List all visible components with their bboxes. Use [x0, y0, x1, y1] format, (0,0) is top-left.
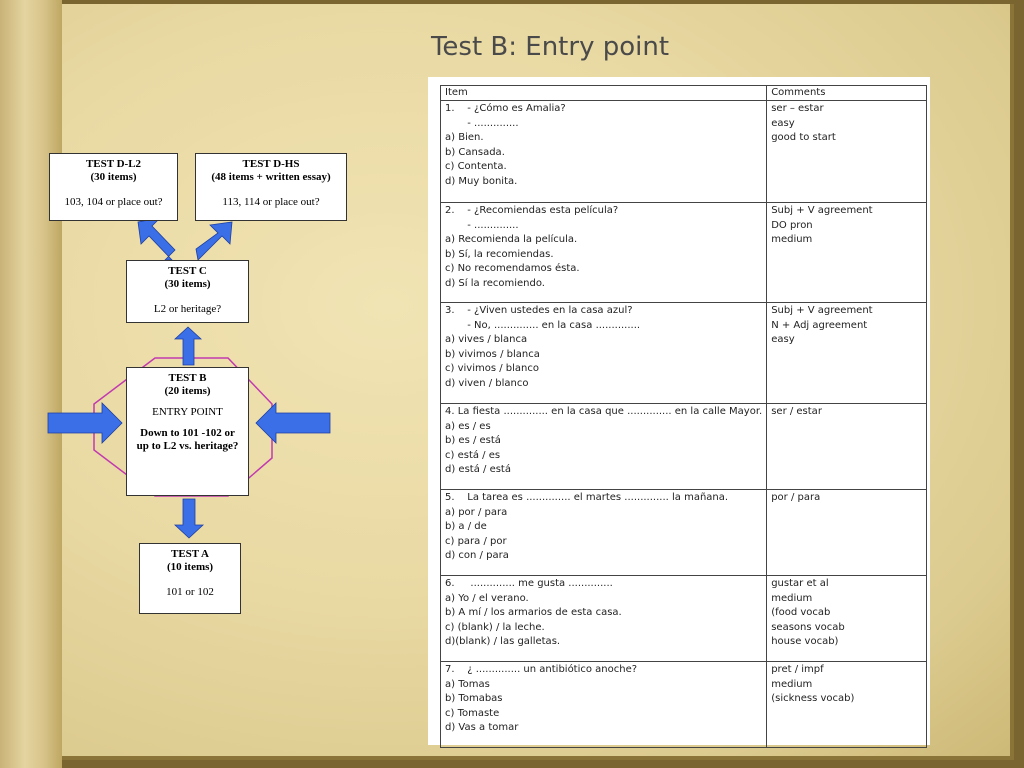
test-dl2-name: TEST D-L2 — [85, 158, 142, 170]
comment-line: Subj + V agreement — [771, 305, 873, 316]
table-row — [441, 303, 927, 404]
comment-line: easy — [771, 334, 795, 345]
table-row — [441, 576, 927, 662]
test-a-note: 101 or 102 — [166, 586, 214, 598]
comment-line: easy — [771, 117, 795, 129]
item-line: b) vivimos / blanca — [445, 348, 540, 360]
table-row — [441, 490, 927, 576]
item-line: d) Sí la recomiendo. — [445, 277, 545, 289]
comment-line: pret / impf — [771, 664, 824, 675]
item-line: 2. - ¿Recomiendas esta película? — [445, 205, 619, 216]
item-line: a) Recomienda la película. — [445, 234, 578, 245]
item-line: d) está / está — [445, 464, 511, 475]
item-line: 3. - ¿Viven ustedes en la casa azul? — [445, 305, 633, 316]
arrow-c-to-dhs — [196, 222, 232, 260]
header-item: Item — [441, 86, 767, 101]
item-line: d)(blank) / las galletas. — [445, 636, 561, 647]
cell-item — [441, 662, 767, 748]
item-line: 7. ¿ .............. un antibiótico anoche? — [445, 664, 638, 675]
cell-item — [441, 490, 767, 576]
item-line: a) Yo / el verano. — [445, 592, 529, 604]
test-a-name: TEST A — [170, 548, 210, 560]
arrow-left-into-b — [48, 403, 122, 443]
cell-item — [441, 404, 767, 490]
item-line: c) No recomendamos ésta. — [445, 263, 580, 274]
comment-line: Subj + V agreement — [771, 205, 873, 216]
item-line: a) es / es — [445, 420, 491, 432]
cell-item — [441, 576, 767, 662]
item-line: 6. .............. me gusta .............. — [445, 578, 613, 589]
item-line: - .............. — [445, 117, 519, 129]
test-b-items: (20 items) — [164, 385, 211, 397]
test-c-items: (30 items) — [164, 278, 211, 290]
table-body — [441, 101, 927, 748]
test-a-items: (10 items) — [166, 561, 214, 573]
item-line: d) Vas a tomar — [445, 722, 519, 733]
cell-comments — [767, 576, 927, 662]
item-line: - .............. — [445, 219, 519, 231]
comment-line: N + Adj agreement — [771, 319, 868, 331]
test-dhs-note: 113, 114 or place out? — [222, 196, 320, 208]
item-line: c) vivimos / blanco — [445, 363, 539, 374]
item-line: 4. La fiesta .............. en la casa que .............. en la calle Mayor. — [445, 406, 763, 417]
comment-line: (sickness vocab) — [771, 693, 855, 704]
items-table — [440, 85, 927, 748]
cell-item — [441, 303, 767, 404]
item-line: a) por / para — [445, 506, 508, 518]
test-dl2-items: (30 items) — [90, 171, 137, 183]
item-line: b) A mí / los armarios de esta casa. — [445, 607, 622, 618]
arrow-b-to-a — [175, 499, 203, 538]
comment-line: good to start — [771, 132, 836, 143]
item-line: b) a / de — [445, 521, 487, 532]
test-a-box — [139, 543, 241, 614]
item-line: d) viven / blanco — [445, 377, 529, 389]
item-line: c) Contenta. — [445, 161, 507, 172]
test-c-note: L2 or heritage? — [153, 303, 222, 315]
test-dhs-items: (48 items + written essay) — [211, 171, 331, 183]
test-b-box — [126, 367, 249, 496]
comment-line: medium — [771, 234, 813, 245]
test-c-name: TEST C — [168, 265, 207, 277]
item-line: a) Bien. — [445, 132, 484, 143]
item-line: c) Tomaste — [445, 707, 500, 719]
item-line: b) es / está — [445, 435, 501, 446]
comment-line: seasons vocab — [771, 621, 845, 633]
test-b-entry: ENTRY POINT — [152, 406, 223, 418]
test-dl2-note: 103, 104 or place out? — [64, 196, 163, 208]
table-header-row — [441, 86, 927, 101]
header-comments: Comments — [767, 86, 927, 101]
table-row — [441, 101, 927, 203]
table-row — [441, 662, 927, 748]
item-line: 5. La tarea es .............. el martes .............. la mañana. — [445, 492, 729, 503]
items-table-panel — [428, 77, 930, 745]
item-line: c) (blank) / la leche. — [445, 621, 545, 633]
comment-line: house vocab) — [771, 636, 839, 647]
cell-comments — [767, 404, 927, 490]
cell-item — [441, 101, 767, 203]
test-b-name: TEST B — [168, 372, 207, 384]
slide-title: Test B: Entry point — [430, 32, 670, 62]
comment-line: (food vocab — [771, 607, 831, 618]
cell-comments — [767, 203, 927, 303]
test-b-note: Down to 101 -102 or up to L2 vs. heritage? — [136, 427, 239, 452]
item-line: a) vives / blanca — [445, 334, 528, 345]
table-row — [441, 203, 927, 303]
item-line: c) está / es — [445, 449, 501, 461]
item-line: a) Tomas — [445, 678, 490, 690]
table-row — [441, 404, 927, 490]
cell-item — [441, 203, 767, 303]
arrow-c-to-dl2 — [138, 218, 175, 260]
arrow-right-into-b — [256, 403, 330, 443]
cell-comments — [767, 490, 927, 576]
test-dhs-name: TEST D-HS — [242, 158, 300, 170]
comment-line: DO pron — [771, 219, 813, 231]
item-line: b) Cansada. — [445, 146, 505, 158]
comment-line: ser / estar — [771, 406, 822, 417]
comment-line: medium — [771, 592, 813, 604]
comment-line: ser – estar — [771, 103, 824, 114]
item-line: - No, .............. en la casa .............. — [445, 319, 641, 331]
comment-line: gustar et al — [771, 578, 829, 589]
item-line: d) con / para — [445, 550, 509, 561]
item-line: c) para / por — [445, 535, 507, 547]
comment-line: por / para — [771, 492, 821, 503]
test-dl2-box — [49, 153, 178, 221]
item-line: b) Tomabas — [445, 693, 503, 704]
item-line: 1. - ¿Cómo es Amalia? — [445, 103, 566, 114]
test-dhs-box — [195, 153, 347, 221]
cell-comments — [767, 662, 927, 748]
cell-comments — [767, 303, 927, 404]
item-line: d) Muy bonita. — [445, 175, 518, 187]
arrow-b-to-c — [175, 327, 201, 365]
item-line: b) Sí, la recomiendas. — [445, 248, 554, 260]
comment-line: medium — [771, 678, 813, 690]
cell-comments — [767, 101, 927, 203]
test-c-box — [126, 260, 249, 323]
